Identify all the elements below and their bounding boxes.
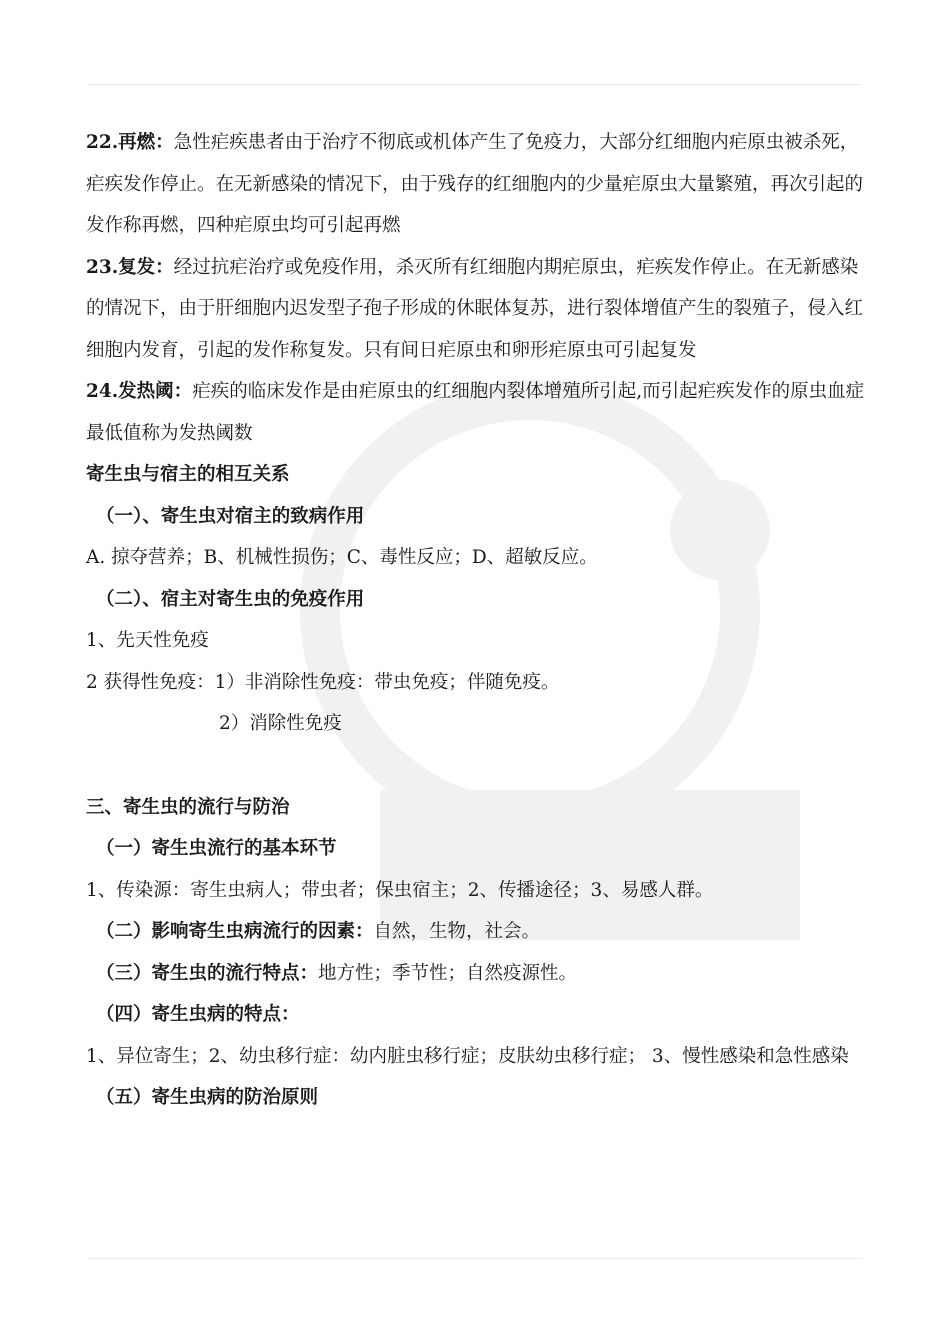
item-24 — [86, 371, 876, 454]
paragraph: 2 获得性免疫：1）非消除性免疫：带虫免疫；伴随免疫。 — [86, 671, 560, 693]
item-text: 疟疾的临床发作是由疟原虫的红细胞内裂体增殖所引起,而引起疟疾发作的原虫血症最低值称为发热阈数 — [86, 381, 865, 444]
subheading: （四）寄生虫病的特点： — [96, 1004, 300, 1025]
paragraph: 1、传染源：寄生虫病人；带虫者；保虫宿主；2、传播途径；3、易感人群。 — [86, 879, 714, 901]
section-title-epidemic: 三、寄生虫的流行与防治 — [86, 796, 290, 818]
document-body — [86, 122, 876, 1119]
item-text: 经过抗疟治疗或免疫作用，杀灭所有红细胞内期疟原虫，疟疾发作停止。在无新感染的情况下，由于肝细胞内迟发型子孢子形成的休眠体复苏，进行裂体增值产生的裂殖子，侵入红细胞内发育，引起的发作称复发。只有间日疟原虫和卵形疟原虫可引起复发 — [86, 256, 864, 361]
subheading-inline: （三）寄生虫的流行特点： — [96, 962, 319, 984]
item-text: 急性疟疾患者由于治疗不彻底或机体产生了免疫力，大部分红细胞内疟原虫被杀死，疟疾发作停止。在无新感染的情况下，由于残存的红细胞内的少量疟原虫大量繁殖，再次引起的发作称再燃，四种疟原虫均可引起再燃 — [86, 132, 864, 236]
item-22 — [86, 122, 876, 247]
paragraph: 1、先天性免疫 — [86, 630, 209, 651]
inline-text: 自然，生物，社会。 — [373, 921, 541, 942]
item-term: 23.复发： — [86, 256, 174, 278]
subheading: （二）、宿主对寄生虫的免疫作用 — [96, 588, 365, 610]
subheading-inline: （二）影响寄生虫病流行的因素： — [96, 921, 374, 942]
item-term: 24.发热阈： — [86, 381, 193, 402]
paragraph — [86, 911, 876, 953]
item-23 — [86, 247, 876, 372]
paragraph: A. 掠夺营养；B、机械性损伤；C、毒性反应；D、超敏反应。 — [86, 547, 598, 568]
subheading: （一）寄生虫流行的基本环节 — [96, 838, 337, 859]
inline-text: 地方性；季节性；自然疫源性。 — [318, 962, 578, 984]
paragraph: 2）消除性免疫 — [219, 713, 342, 734]
spacer — [86, 745, 876, 787]
paragraph — [86, 953, 876, 995]
subheading: （一）、寄生虫对宿主的致病作用 — [96, 505, 365, 527]
subheading: （五）寄生虫病的防治原则 — [96, 1087, 319, 1108]
section-title-relation: 寄生虫与宿主的相互关系 — [86, 464, 290, 485]
item-term: 22.再燃： — [86, 132, 174, 153]
header-rule — [88, 84, 862, 85]
paragraph: 1、异位寄生；2、幼虫移行症：幼内脏虫移行症；皮肤幼虫移行症； 3、慢性感染和急性感染 — [86, 1045, 849, 1067]
footer-rule — [88, 1258, 862, 1259]
